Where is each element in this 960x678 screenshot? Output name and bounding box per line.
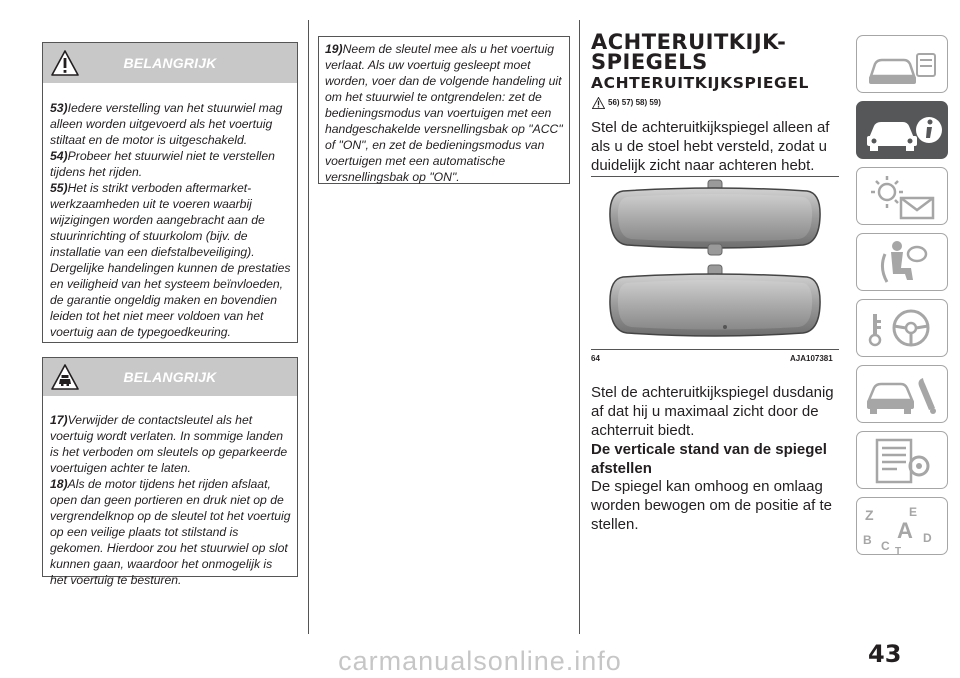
section-subtitle: ACHTERUITKIJKSPIEGEL xyxy=(591,74,809,92)
warning-heading: BELANGRIJK xyxy=(123,369,217,385)
rearview-mirror-image xyxy=(591,177,839,347)
paragraph: Stel de achteruitkijkspiegel dusdanig af dat hij u maximaal zicht door de achterruit biedt. xyxy=(591,384,834,439)
watermark: carmanualsonline.info xyxy=(338,646,622,676)
warning-text xyxy=(50,412,292,588)
item-text: Het is strikt verboden aftermarket-werkzaamheden uit te voeren waarbij wijzigingen worden aangebracht aan de stuurinrichting of stuurkolom (bijv. de installatie van een diefstalbeveiliging). Dergelijke handelingen kunnen de prestaties en veiligheid van het systeem beïnvloeden, de garantie ongeldig maken en bovendien leiden tot het niet meer voldoen van het voertuig aan de typegoedkeuring. xyxy=(50,181,291,339)
subheading: De verticale stand van de spiegel afstellen xyxy=(591,441,827,477)
section-title-line: ACHTERUITKIJK- xyxy=(591,30,787,54)
side-tab-safety[interactable] xyxy=(856,233,948,291)
item-text: Probeer het stuurwiel niet te verstellen tijdens het rijden. xyxy=(50,149,275,179)
svg-text:C: C xyxy=(881,539,890,553)
warning-box-continued xyxy=(318,36,570,184)
reference-numbers: 56) 57) 58) 59) xyxy=(608,98,661,107)
steering-key-icon xyxy=(857,300,947,356)
item-number: 55) xyxy=(50,181,68,195)
paragraph: Stel de achteruitkijkspiegel alleen af als u de stoel hebt versteld, zodat u duidelijk zicht naar achteren hebt. xyxy=(591,119,830,174)
side-tab-starting-driving[interactable] xyxy=(856,299,948,357)
car-dashboard-icon xyxy=(857,36,947,92)
item-text: Verwijder de contactsleutel als het voertuig wordt verlaten. In sommige landen is het verboden om sleutels op geparkeerde voertuigen achter te laten. xyxy=(50,413,288,475)
svg-text:A: A xyxy=(897,518,913,543)
warning-item xyxy=(50,180,292,340)
item-number: 53) xyxy=(50,101,68,115)
side-tab-servicing[interactable] xyxy=(856,365,948,423)
figure-bottom-rule xyxy=(591,349,839,350)
item-text: Neem de sleutel mee als u het voertuig verlaat. Als uw voertuig gesleept moet worden, voer dan de volgende handeling uit om het stuurwiel te ontgrendelen: zet de bedieningsmodus van voertuigen met een handgeschakelde versnellingsbak op "ACC" of "ON", en zet de bedieningsmodus van voertuigen met een automatische versnellingsbak op "ON". xyxy=(325,42,563,184)
item-text: Iedere verstelling van het stuurwiel mag alleen worden uitgevoerd als het voertuig stiltaat en de motor is uitgeschakeld. xyxy=(50,101,283,147)
svg-text:E: E xyxy=(909,505,918,519)
warning-triangle-icon xyxy=(592,97,605,109)
svg-text:T: T xyxy=(895,546,902,554)
section-title xyxy=(591,32,821,72)
svg-text:D: D xyxy=(923,531,932,545)
warning-item xyxy=(50,100,292,148)
item-number: 19) xyxy=(325,42,343,56)
car-info-icon xyxy=(857,102,947,158)
airbag-seat-icon xyxy=(857,234,947,290)
side-tab-vehicle-info[interactable] xyxy=(856,101,948,159)
item-text: Als de motor tijdens het rijden afslaat, open dan geen portieren en druk niet op de vergrendelknop op de sleutel tot het voertuig op een veilige plaats tot stilstand is gekomen. Hierdoor zou het stuurwiel op slot kunnen gaan, waardoor het onmogelijk is het voertuig te besturen. xyxy=(50,477,291,587)
page-number: 43 xyxy=(868,640,902,668)
section-title-line: SPIEGELS xyxy=(591,50,708,74)
warning-heading: BELANGRIJK xyxy=(123,55,217,71)
figure-number: 64 xyxy=(591,354,600,363)
warning-item xyxy=(325,41,565,185)
svg-text:Z: Z xyxy=(865,507,874,523)
column-divider xyxy=(308,20,309,634)
column-divider xyxy=(579,20,580,634)
warning-header xyxy=(43,43,297,83)
warning-text xyxy=(325,41,565,185)
warning-box xyxy=(42,357,298,587)
warning-header xyxy=(43,358,297,396)
alphabetical-index-icon xyxy=(857,498,947,554)
svg-text:B: B xyxy=(863,533,872,547)
item-number: 18) xyxy=(50,477,68,491)
paragraph: De spiegel kan omhoog en omlaag worden bewogen om de positie af te stellen. xyxy=(591,478,832,533)
car-service-icon xyxy=(857,366,947,422)
warning-box xyxy=(42,42,298,343)
warning-item xyxy=(50,476,292,588)
item-number: 54) xyxy=(50,149,68,163)
side-tab-technical-data[interactable] xyxy=(856,431,948,489)
side-tab-warning-lights[interactable] xyxy=(856,167,948,225)
side-tab-index[interactable] xyxy=(856,497,948,555)
technical-data-icon xyxy=(857,432,947,488)
warning-lights-icon xyxy=(857,168,947,224)
warning-item xyxy=(50,412,292,476)
side-tab-dashboard[interactable] xyxy=(856,35,948,93)
figure-code: AJA107381 xyxy=(790,354,833,363)
warning-text xyxy=(50,100,292,340)
warning-item xyxy=(50,148,292,180)
item-number: 17) xyxy=(50,413,68,427)
